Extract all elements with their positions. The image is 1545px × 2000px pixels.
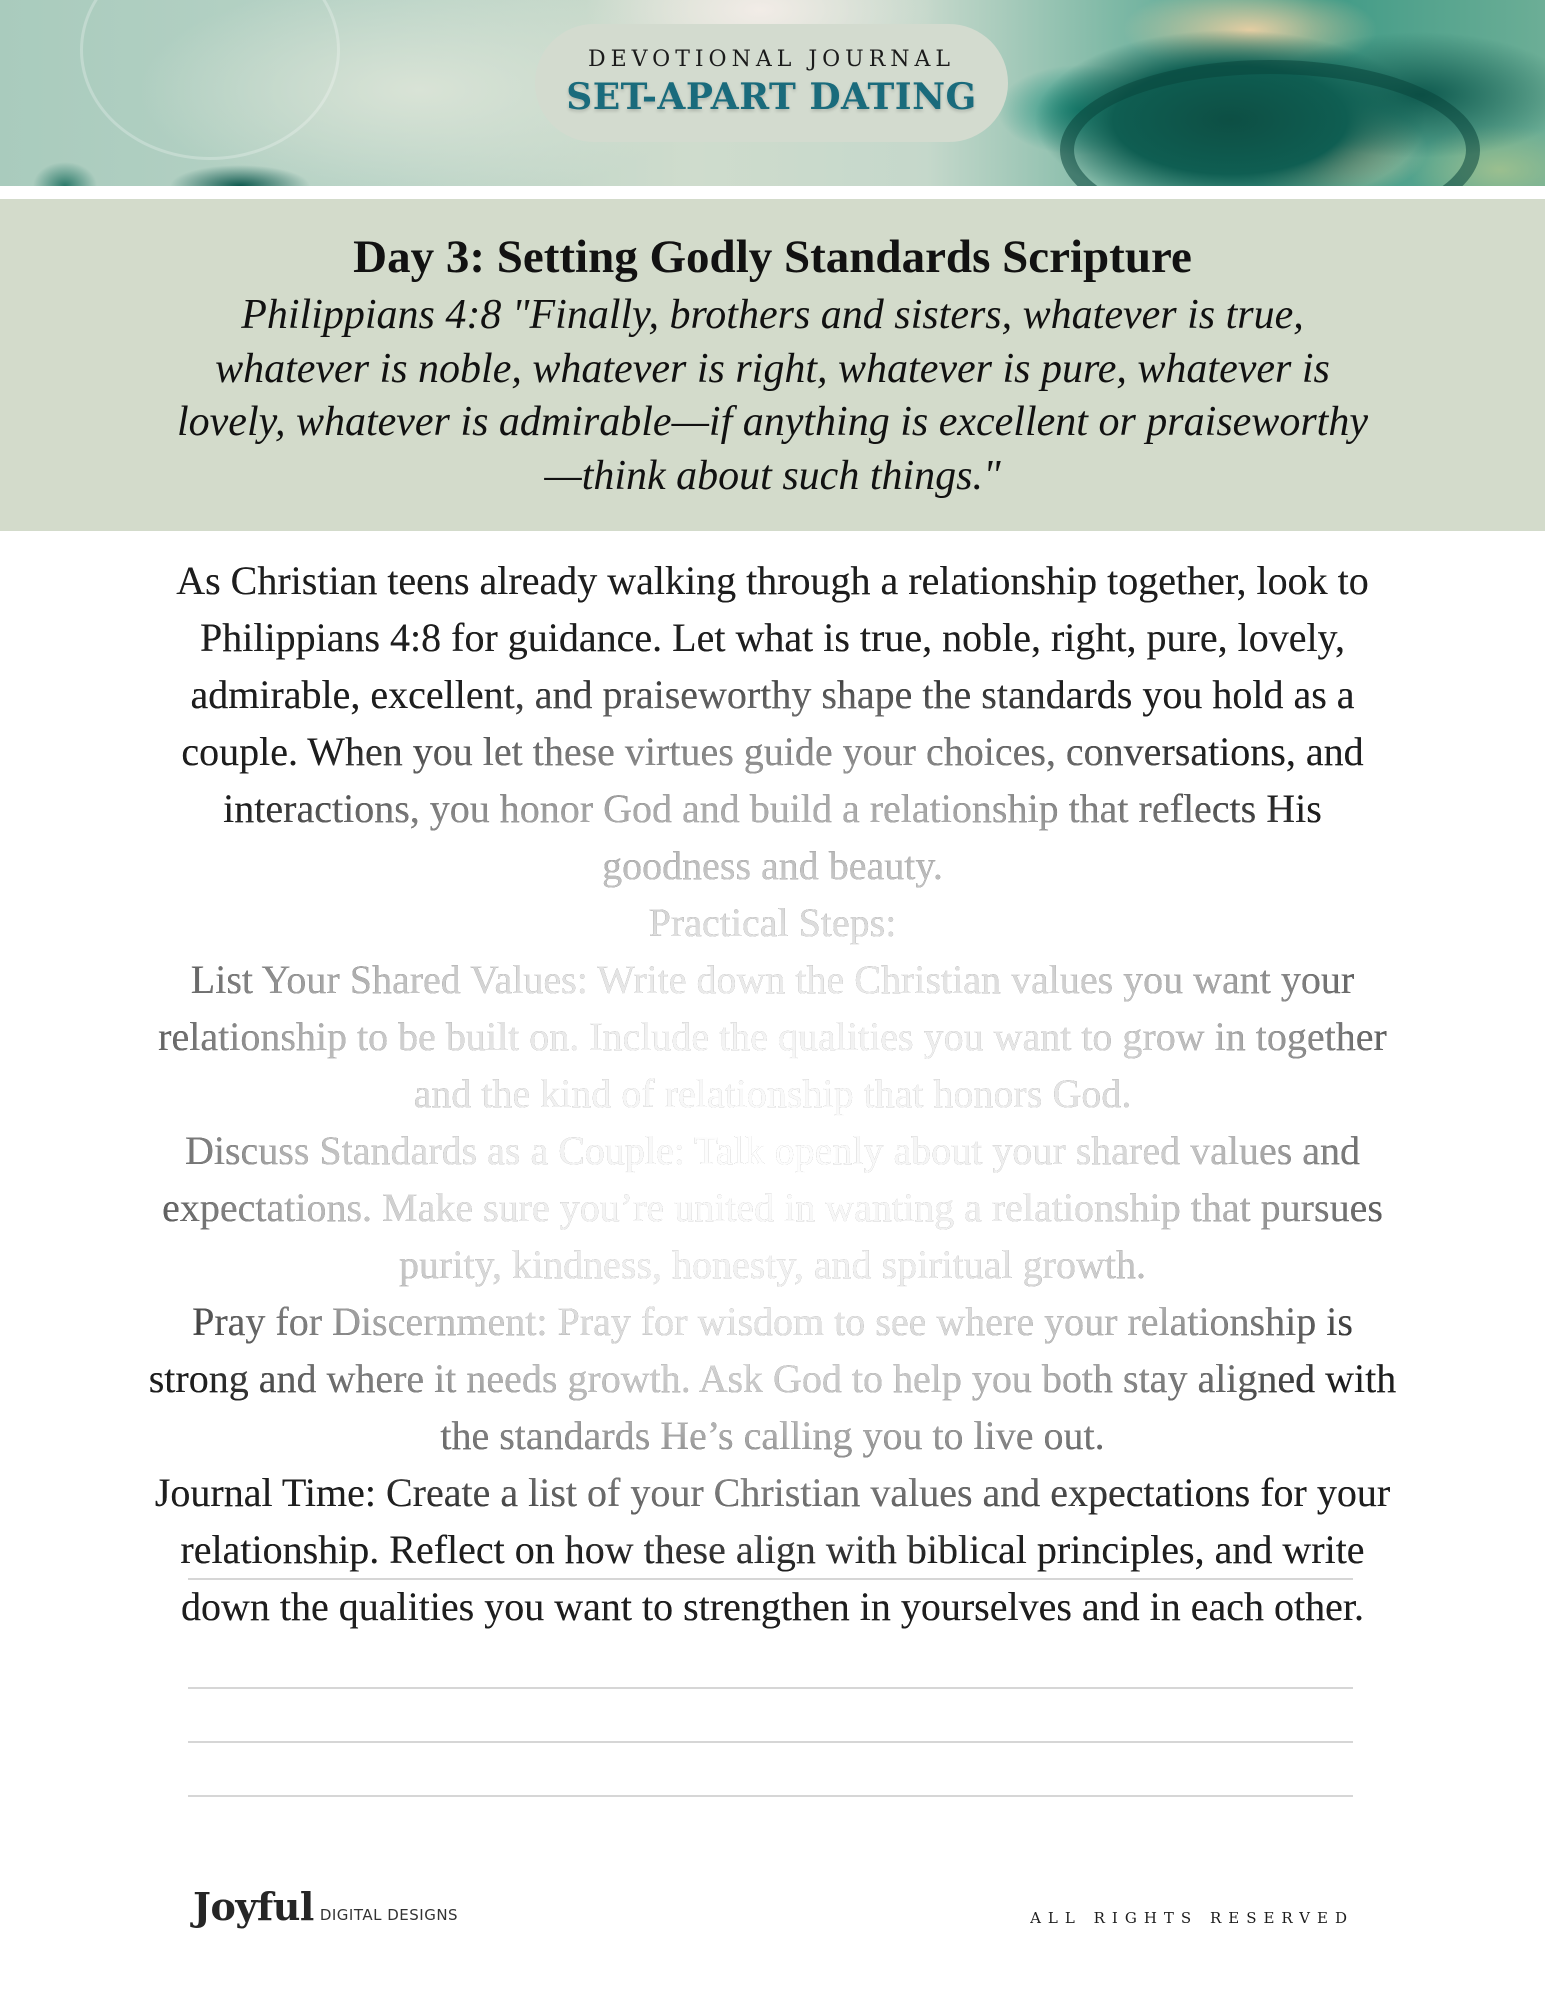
step-list-values: List Your Shared Values: Write down the Christian values you want your — [190, 957, 1355, 1002]
body-line: the standards He’s calling you to live out. — [440, 1413, 1105, 1458]
title-pill — [535, 24, 1008, 142]
day-title: Day 3: Setting Godly Standards Scripture — [353, 231, 1192, 283]
journal-kicker: DEVOTIONAL JOURNAL — [587, 47, 956, 72]
header-banner — [0, 0, 1545, 186]
devotional-body — [0, 552, 1545, 1635]
journal-writing-line[interactable] — [188, 1795, 1353, 1797]
body-line: relationship. Reflect on how these align with biblical principles, and write — [180, 1527, 1365, 1572]
body-line: interactions, you honor God and build a relationship that reflects His — [223, 786, 1322, 831]
journal-writing-line[interactable] — [188, 1741, 1353, 1743]
body-line: strong and where it needs growth. Ask God to help you both stay aligned with — [148, 1356, 1397, 1401]
section-heading-practical-steps: Practical Steps: — [648, 900, 897, 945]
body-line: purity, kindness, honesty, and spiritual growth. — [399, 1242, 1146, 1287]
body-line: and the kind of relationship that honors God. — [413, 1071, 1132, 1116]
body-line: expectations. Make sure you’re united in wanting a relationship that pursues — [162, 1185, 1383, 1230]
body-line: relationship to be built on. Include the qualities you want to grow in together — [158, 1014, 1387, 1059]
scripture-line: —think about such things." — [544, 452, 1001, 499]
scripture-line: lovely, whatever is admirable—if anything is excellent or praiseworthy — [177, 399, 1368, 445]
banner-decoration — [80, 0, 340, 160]
body-line: admirable, excellent, and praiseworthy shape the standards you hold as a — [190, 672, 1355, 717]
step-pray-discernment: Pray for Discernment: Pray for wisdom to see where your relationship is — [192, 1299, 1353, 1344]
body-line: down the qualities you want to strengthen in yourselves and in each other. — [180, 1584, 1365, 1629]
brand-logo — [193, 1884, 458, 1929]
body-line: Philippians 4:8 for guidance. Let what is true, noble, right, pure, lovely, — [200, 615, 1345, 660]
body-line: goodness and beauty. — [602, 843, 943, 888]
scripture-line: Philippians 4:8 "Finally, brothers and sisters, whatever is true, — [241, 292, 1304, 338]
logo-wordmark: Joyful — [193, 1884, 314, 1929]
banner-decoration — [1060, 60, 1480, 186]
scripture-box — [0, 199, 1545, 531]
copyright-notice: ALL RIGHTS RESERVED — [1030, 1909, 1354, 1927]
scripture-line: whatever is noble, whatever is right, whatever is pure, whatever is — [215, 345, 1330, 392]
step-discuss-standards: Discuss Standards as a Couple: Talk openly about your shared values and — [184, 1128, 1361, 1173]
logo-subtitle: DIGITAL DESIGNS — [319, 1906, 459, 1924]
scripture-quote — [0, 289, 1545, 503]
journal-title: SET-APART DATING — [566, 76, 977, 118]
body-line: couple. When you let these virtues guide your choices, conversations, and — [181, 729, 1364, 774]
journal-writing-line[interactable] — [188, 1578, 1353, 1580]
body-line: As Christian teens already walking through a relationship together, look to — [176, 558, 1369, 603]
journal-time-prompt: Journal Time: Create a list of your Christian values and expectations for your — [154, 1470, 1391, 1515]
journal-writing-line[interactable] — [188, 1687, 1353, 1689]
